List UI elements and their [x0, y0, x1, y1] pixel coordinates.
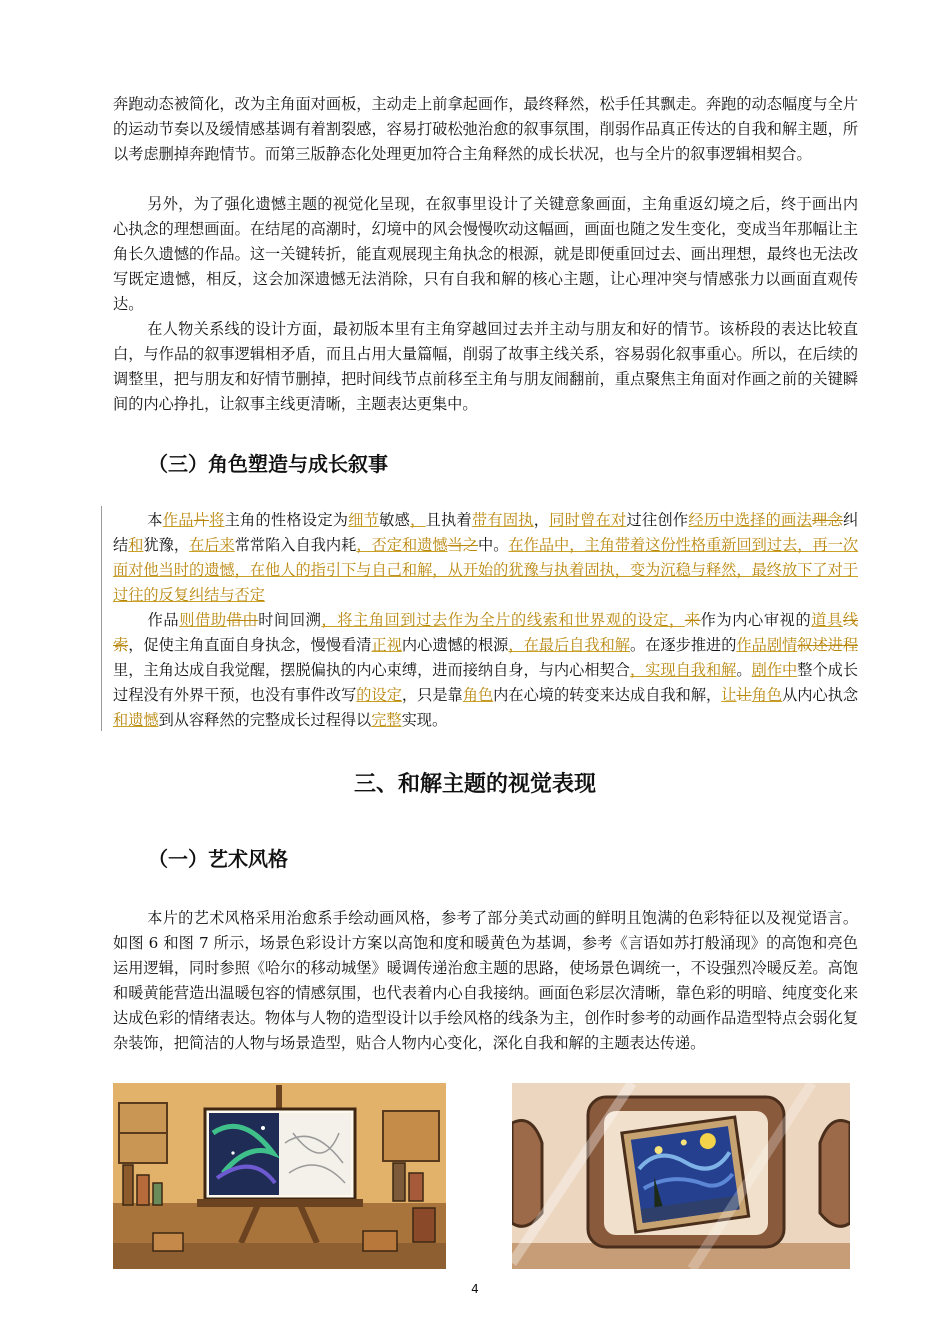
paragraph-art-style: 本片的艺术风格采用治愈系手绘动画风格，参考了部分美式动画的鲜明且饱满的色彩特征以及视觉语言。如图 6 和图 7 所示，场景色彩设计方案以高饱和度和暖黄色为基调，参考《言语如苏打般涌现》的高饱和亮色运用逻辑，同时参照《哈尔的移动城堡》暖调传递治愈主题的思路，使场景色调统一，不设强烈冷暖反差。高饱和暖黄能营造出温暖包容的情感氛围，也代表着内心自我接纳。画面色彩层次清晰，靠色彩的明暗、纯度变化来达成色彩的情绪表达。物体与人物的造型设计以手绘风格的线条为主，创作时参考的动画作品造型特点会弱化复杂装饰，把简洁的人物与场景造型，贴合人物内心变化，深化自我和解的主题表达传递。: [113, 909, 858, 1052]
deleted-text: 理念: [812, 511, 843, 529]
body-text: 。: [736, 661, 752, 679]
body-text: 且执着: [425, 511, 472, 529]
tracked-text: [113, 611, 858, 729]
inserted-text: ，将主角回到过去作为全片的线索和世界观的设定，: [321, 611, 685, 629]
body-text: 实现。: [401, 711, 448, 729]
body-text: 从内心执念: [782, 686, 859, 704]
page-number: 4: [471, 1282, 479, 1296]
body-text: 犹豫，: [143, 536, 190, 554]
chapter-heading: 三、和解主题的视觉表现: [353, 772, 596, 797]
inserted-text: 和遗憾: [113, 711, 159, 729]
body-text: 里，主角达成自我觉醒，摆脱偏执的内心束缚，进而接纳自身，与内心相契合: [113, 661, 630, 679]
inserted-text: 剧作中: [751, 661, 798, 679]
inserted-text: 在作品中，主角带着这份性格重新回到过去，再一次面对他当时的遗憾，在他人的指引下与自己和解，从开始的犹豫与执着固执，变为沉稳与释然，最终放下了对于过往的反复纠结与否定: [113, 536, 859, 604]
inserted-text: 将: [209, 511, 225, 529]
starry-frame-illustration: [512, 1083, 850, 1269]
easel-studio-illustration: [113, 1083, 446, 1269]
inserted-text: ，: [410, 511, 426, 529]
body-text: 内在心境的转变来达成自我和解，: [493, 686, 722, 704]
deleted-text: 让: [736, 686, 752, 704]
tracked-text: [113, 511, 858, 604]
body-text: ，只是靠: [401, 686, 463, 704]
paragraph-growth-narrative: [113, 608, 858, 733]
inserted-text: 经历中选择的画法: [688, 511, 813, 529]
inserted-text: 同时曾在对: [549, 511, 627, 529]
inserted-text: 带有固执: [471, 511, 534, 529]
inserted-text: 正视: [371, 636, 402, 654]
inserted-text: 作品: [162, 511, 194, 529]
inserted-text: 的设定: [356, 686, 402, 704]
inserted-text: 细节: [348, 511, 380, 529]
paragraph-character-setting: [113, 508, 858, 608]
deleted-text: 叙述进程: [797, 636, 859, 654]
body-text: 过往创作: [626, 511, 689, 529]
body-text: 纠结: [113, 511, 859, 554]
paragraph-key-imagery: 另外，为了强化遗憾主题的视觉化呈现，在叙事里设计了关键意象画面，主角重返幻境之后，终于画出内心执念的理想画面。在结尾的高潮时，幻境中的风会慢慢吹动这幅画，画面也随之发生变化，变成当年那幅让主角长久遗憾的作品。这一关键转折，能直观展现主角执念的根源，就是即便重回过去、画出理想，最终也无法改写既定遗憾，相反，这会加深遗憾无法消除，只有自我和解的核心主题，让心理冲突与情感张力以画面直观传达。: [113, 195, 858, 313]
deleted-text: 来: [684, 611, 701, 629]
body-text: 常常陷入自我内耗: [234, 536, 357, 554]
body-text: 到从容释然的完整成长过程得以: [158, 711, 372, 729]
deleted-text: 线索: [113, 611, 859, 654]
inserted-text: 角色: [751, 686, 783, 704]
inserted-text: 完整: [371, 711, 402, 729]
body-text: 主角的性格设定为: [224, 511, 349, 529]
section-heading-art-style: （一）艺术风格: [148, 847, 288, 871]
deleted-text: 当之: [447, 536, 478, 554]
section-heading-character: （三）角色塑造与成长叙事: [148, 452, 388, 476]
body-text: 内心遗憾的根源: [401, 636, 509, 654]
track-changes-bar: [101, 506, 102, 731]
body-text: 敏感: [379, 511, 411, 529]
figure-starry-frame: [512, 1083, 850, 1269]
body-text: 。在逐步推进的: [630, 636, 737, 654]
inserted-text: ，否定和遗憾: [356, 536, 448, 554]
inserted-text: 在后来: [189, 536, 235, 554]
body-text: ，促使主角直面自身执念，慢慢看清: [128, 636, 372, 654]
deleted-text: 借由: [226, 611, 259, 629]
deleted-text: 片: [193, 511, 210, 529]
inserted-text: ，实现自我和解: [629, 661, 737, 679]
inserted-text: 和: [128, 536, 144, 554]
body-text: 中。: [477, 536, 509, 554]
figure-easel-studio: [113, 1083, 446, 1269]
inserted-text: 道具: [811, 611, 843, 629]
inserted-text: ，在最后自我和解: [508, 636, 630, 654]
body-text: 作品: [147, 611, 180, 629]
body-text: ，: [533, 511, 550, 529]
paragraph-running-motion: 奔跑动态被简化，改为主角面对画板，主动走上前拿起画作，最终释然，松手任其飘走。奔跑的动态幅度与全片的运动节奏以及缓情感基调有着割裂感，容易打破松弛治愈的叙事氛围，削弱作品真正传达的自我和解主题，所以考虑删掉奔跑情节。而第三版静态化处理更加符合主角释然的成长状况，也与全片的叙事逻辑相契合。: [113, 95, 858, 163]
paragraph-character-relations: 在人物关系线的设计方面，最初版本里有主角穿越回过去并主动与朋友和好的情节。该桥段的表达比较直白，与作品的叙事逻辑相矛盾，而且占用大量篇幅，削弱了故事主线关系，容易弱化叙事重心。所以，在后续的调整里，把与朋友和好情节删掉，把时间线节点前移至主角与朋友闹翻前，重点聚焦主角面对作画之前的关键瞬间的内心挣扎，让叙事主线更清晰，主题表达更集中。: [113, 320, 858, 413]
body-text: 作为内心审视的: [700, 611, 812, 629]
inserted-text: 让: [721, 686, 737, 704]
body-text: 本: [147, 511, 163, 529]
inserted-text: 则借助: [179, 611, 227, 629]
inserted-text: 角色: [462, 686, 494, 704]
inserted-text: 作品剧情: [736, 636, 798, 654]
body-text: 时间回溯: [258, 611, 322, 629]
body-text: 整个成长过程没有外界干预，也没有事件改写: [113, 661, 859, 704]
